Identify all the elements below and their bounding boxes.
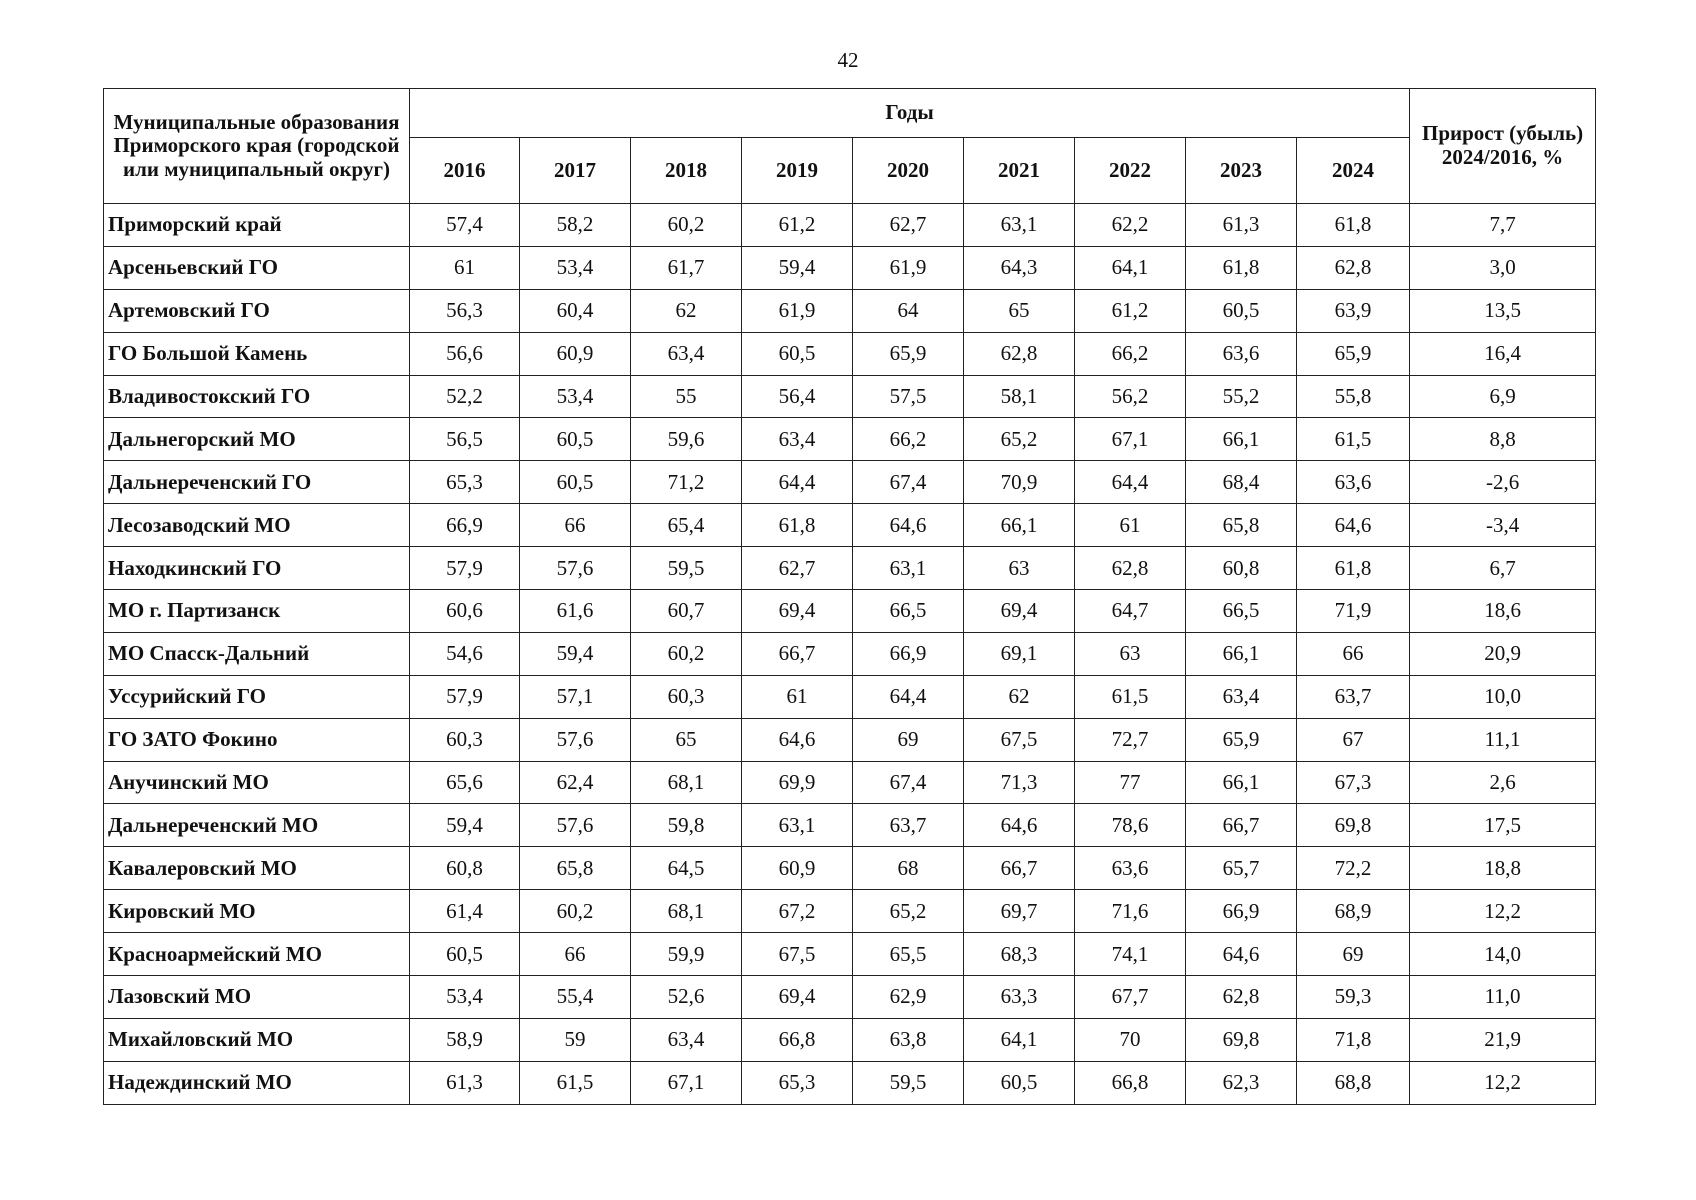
year-value-cell: 63,4 [742, 418, 853, 461]
year-value-cell: 64,4 [1075, 461, 1186, 504]
year-value-cell: 61,5 [520, 1061, 631, 1104]
year-column-header: 2017 [520, 138, 631, 204]
year-value-cell: 69 [853, 718, 964, 761]
growth-value-cell: 18,8 [1410, 847, 1596, 890]
year-value-cell: 68,3 [964, 933, 1075, 976]
year-value-cell: 68,9 [1297, 890, 1410, 933]
year-value-cell: 66,2 [1075, 332, 1186, 375]
growth-value-cell: 12,2 [1410, 890, 1596, 933]
table-row [104, 418, 1596, 461]
region-name-cell: Кавалеровский МО [104, 847, 410, 890]
region-name-cell: Артемовский ГО [104, 289, 410, 332]
year-value-cell: 64,7 [1075, 590, 1186, 633]
year-value-cell: 60,8 [1186, 547, 1297, 590]
year-value-cell: 57,5 [853, 375, 964, 418]
year-value-cell: 65,3 [410, 461, 520, 504]
year-value-cell: 66,1 [964, 504, 1075, 547]
year-value-cell: 77 [1075, 761, 1186, 804]
year-value-cell: 64 [853, 289, 964, 332]
year-value-cell: 63,8 [853, 1018, 964, 1061]
year-value-cell: 69,9 [742, 761, 853, 804]
growth-value-cell: 11,0 [1410, 976, 1596, 1019]
table-row [104, 761, 1596, 804]
years-group-header: Годы [410, 89, 1410, 138]
region-name-cell: Кировский МО [104, 890, 410, 933]
growth-value-cell: 16,4 [1410, 332, 1596, 375]
year-value-cell: 61,2 [1075, 289, 1186, 332]
table-row [104, 547, 1596, 590]
year-value-cell: 57,9 [410, 675, 520, 718]
year-value-cell: 61,5 [1297, 418, 1410, 461]
year-value-cell: 55 [631, 375, 742, 418]
year-value-cell: 66,2 [853, 418, 964, 461]
region-name-cell: Надеждинский МО [104, 1061, 410, 1104]
year-value-cell: 60,2 [631, 204, 742, 247]
year-value-cell: 63,1 [742, 804, 853, 847]
year-value-cell: 67,5 [964, 718, 1075, 761]
year-value-cell: 59 [520, 1018, 631, 1061]
year-value-cell: 69,4 [964, 590, 1075, 633]
year-value-cell: 66,8 [742, 1018, 853, 1061]
region-name-cell: МО Спасск-Дальний [104, 632, 410, 675]
year-value-cell: 72,2 [1297, 847, 1410, 890]
year-value-cell: 63,4 [631, 332, 742, 375]
year-column-header: 2024 [1297, 138, 1410, 204]
year-value-cell: 60,5 [964, 1061, 1075, 1104]
year-value-cell: 67,4 [853, 761, 964, 804]
year-value-cell: 60,7 [631, 590, 742, 633]
year-value-cell: 69,8 [1186, 1018, 1297, 1061]
year-value-cell: 65,7 [1186, 847, 1297, 890]
region-name-cell: Дальнегорский МО [104, 418, 410, 461]
year-value-cell: 60,5 [1186, 289, 1297, 332]
region-name-cell: Лазовский МО [104, 976, 410, 1019]
year-value-cell: 71,3 [964, 761, 1075, 804]
statistics-table [103, 88, 1596, 1105]
growth-value-cell: 2,6 [1410, 761, 1596, 804]
year-value-cell: 55,4 [520, 976, 631, 1019]
year-value-cell: 61 [742, 675, 853, 718]
table-row [104, 890, 1596, 933]
growth-value-cell: -2,6 [1410, 461, 1596, 504]
growth-value-cell: 11,1 [1410, 718, 1596, 761]
table-row [104, 461, 1596, 504]
year-column-header: 2022 [1075, 138, 1186, 204]
year-value-cell: 67,7 [1075, 976, 1186, 1019]
year-value-cell: 68,8 [1297, 1061, 1410, 1104]
region-name-cell: Находкинский ГО [104, 547, 410, 590]
year-value-cell: 57,6 [520, 547, 631, 590]
year-value-cell: 61,7 [631, 246, 742, 289]
year-value-cell: 66,9 [853, 632, 964, 675]
table-row [104, 204, 1596, 247]
year-value-cell: 61,8 [1186, 246, 1297, 289]
year-value-cell: 62,9 [853, 976, 964, 1019]
year-value-cell: 63 [1075, 632, 1186, 675]
year-column-header: 2019 [742, 138, 853, 204]
year-value-cell: 65,5 [853, 933, 964, 976]
year-value-cell: 64,6 [1297, 504, 1410, 547]
growth-value-cell: 18,6 [1410, 590, 1596, 633]
year-value-cell: 66,1 [1186, 632, 1297, 675]
growth-value-cell: 14,0 [1410, 933, 1596, 976]
year-value-cell: 53,4 [520, 246, 631, 289]
year-value-cell: 67,5 [742, 933, 853, 976]
table-row [104, 1061, 1596, 1104]
year-value-cell: 61 [1075, 504, 1186, 547]
year-value-cell: 55,2 [1186, 375, 1297, 418]
growth-value-cell: 10,0 [1410, 675, 1596, 718]
year-value-cell: 71,6 [1075, 890, 1186, 933]
year-value-cell: 67,2 [742, 890, 853, 933]
year-value-cell: 59,5 [631, 547, 742, 590]
year-value-cell: 63,6 [1186, 332, 1297, 375]
table-row [104, 504, 1596, 547]
year-value-cell: 59,6 [631, 418, 742, 461]
year-value-cell: 63,9 [1297, 289, 1410, 332]
year-value-cell: 61,3 [410, 1061, 520, 1104]
year-value-cell: 56,3 [410, 289, 520, 332]
table-row [104, 1018, 1596, 1061]
year-value-cell: 66,5 [853, 590, 964, 633]
year-value-cell: 62,8 [1075, 547, 1186, 590]
year-value-cell: 65,2 [853, 890, 964, 933]
year-value-cell: 66 [520, 504, 631, 547]
year-value-cell: 60,3 [631, 675, 742, 718]
growth-value-cell: 6,9 [1410, 375, 1596, 418]
year-value-cell: 60,3 [410, 718, 520, 761]
region-name-cell: ГО Большой Камень [104, 332, 410, 375]
growth-value-cell: 17,5 [1410, 804, 1596, 847]
year-value-cell: 69 [1297, 933, 1410, 976]
year-value-cell: 66 [1297, 632, 1410, 675]
year-value-cell: 62,7 [853, 204, 964, 247]
year-column-header: 2018 [631, 138, 742, 204]
growth-value-cell: 3,0 [1410, 246, 1596, 289]
table-row [104, 718, 1596, 761]
table-row [104, 632, 1596, 675]
year-value-cell: 61,9 [742, 289, 853, 332]
year-column-header: 2021 [964, 138, 1075, 204]
year-value-cell: 65,3 [742, 1061, 853, 1104]
year-value-cell: 62 [631, 289, 742, 332]
region-name-cell: Приморский край [104, 204, 410, 247]
year-value-cell: 69,1 [964, 632, 1075, 675]
growth-value-cell: 21,9 [1410, 1018, 1596, 1061]
growth-value-cell: -3,4 [1410, 504, 1596, 547]
year-value-cell: 65,4 [631, 504, 742, 547]
year-value-cell: 57,4 [410, 204, 520, 247]
table-header [104, 89, 1596, 204]
year-value-cell: 56,2 [1075, 375, 1186, 418]
year-value-cell: 52,2 [410, 375, 520, 418]
year-value-cell: 59,5 [853, 1061, 964, 1104]
year-value-cell: 63,6 [1297, 461, 1410, 504]
year-value-cell: 59,8 [631, 804, 742, 847]
year-value-cell: 70,9 [964, 461, 1075, 504]
year-value-cell: 72,7 [1075, 718, 1186, 761]
year-value-cell: 66,1 [1186, 761, 1297, 804]
year-value-cell: 62,8 [964, 332, 1075, 375]
year-value-cell: 62,2 [1075, 204, 1186, 247]
year-value-cell: 67,1 [1075, 418, 1186, 461]
year-value-cell: 71,9 [1297, 590, 1410, 633]
year-value-cell: 63,7 [1297, 675, 1410, 718]
year-value-cell: 65,8 [520, 847, 631, 890]
region-name-cell: Дальнереченский ГО [104, 461, 410, 504]
year-column-header: 2020 [853, 138, 964, 204]
year-value-cell: 58,1 [964, 375, 1075, 418]
region-name-cell: Владивостокский ГО [104, 375, 410, 418]
year-value-cell: 61,8 [742, 504, 853, 547]
year-value-cell: 64,4 [853, 675, 964, 718]
year-value-cell: 64,3 [964, 246, 1075, 289]
year-value-cell: 55,8 [1297, 375, 1410, 418]
table-row [104, 675, 1596, 718]
year-value-cell: 56,5 [410, 418, 520, 461]
table-row [104, 976, 1596, 1019]
year-value-cell: 63,3 [964, 976, 1075, 1019]
year-value-cell: 54,6 [410, 632, 520, 675]
year-value-cell: 69,4 [742, 976, 853, 1019]
year-value-cell: 65,2 [964, 418, 1075, 461]
year-value-cell: 68 [853, 847, 964, 890]
year-value-cell: 61,9 [853, 246, 964, 289]
year-value-cell: 60,2 [520, 890, 631, 933]
table-row [104, 933, 1596, 976]
region-name-cell: МО г. Партизанск [104, 590, 410, 633]
year-value-cell: 64,1 [964, 1018, 1075, 1061]
growth-value-cell: 8,8 [1410, 418, 1596, 461]
year-value-cell: 57,9 [410, 547, 520, 590]
year-value-cell: 65,8 [1186, 504, 1297, 547]
year-value-cell: 60,5 [520, 461, 631, 504]
region-name-cell: ГО ЗАТО Фокино [104, 718, 410, 761]
year-value-cell: 58,9 [410, 1018, 520, 1061]
year-value-cell: 67,4 [853, 461, 964, 504]
year-value-cell: 60,2 [631, 632, 742, 675]
year-value-cell: 60,6 [410, 590, 520, 633]
year-value-cell: 59,3 [1297, 976, 1410, 1019]
table-row [104, 289, 1596, 332]
year-value-cell: 69,7 [964, 890, 1075, 933]
year-value-cell: 74,1 [1075, 933, 1186, 976]
region-name-cell: Лесозаводский МО [104, 504, 410, 547]
table-row [104, 590, 1596, 633]
year-value-cell: 65,9 [853, 332, 964, 375]
year-value-cell: 64,5 [631, 847, 742, 890]
year-value-cell: 60,9 [520, 332, 631, 375]
table-row [104, 375, 1596, 418]
year-value-cell: 67,3 [1297, 761, 1410, 804]
year-value-cell: 63,6 [1075, 847, 1186, 890]
page-number: 42 [837, 48, 859, 72]
year-value-cell: 57,1 [520, 675, 631, 718]
year-value-cell: 59,4 [520, 632, 631, 675]
year-value-cell: 63 [964, 547, 1075, 590]
region-name-cell: Арсеньевский ГО [104, 246, 410, 289]
growth-value-cell: 20,9 [1410, 632, 1596, 675]
year-value-cell: 61,2 [742, 204, 853, 247]
year-value-cell: 63,1 [853, 547, 964, 590]
table-row [104, 332, 1596, 375]
year-value-cell: 69,4 [742, 590, 853, 633]
year-value-cell: 61,8 [1297, 547, 1410, 590]
year-value-cell: 68,4 [1186, 461, 1297, 504]
year-value-cell: 56,6 [410, 332, 520, 375]
year-value-cell: 63,4 [631, 1018, 742, 1061]
year-value-cell: 61,5 [1075, 675, 1186, 718]
year-value-cell: 60,5 [410, 933, 520, 976]
year-value-cell: 60,8 [410, 847, 520, 890]
year-value-cell: 56,4 [742, 375, 853, 418]
year-value-cell: 66,5 [1186, 590, 1297, 633]
table-row [104, 246, 1596, 289]
growth-value-cell: 7,7 [1410, 204, 1596, 247]
year-value-cell: 64,6 [964, 804, 1075, 847]
year-value-cell: 62,8 [1186, 976, 1297, 1019]
growth-column-header: Прирост (убыль) 2024/2016, % [1410, 89, 1596, 204]
growth-value-cell: 12,2 [1410, 1061, 1596, 1104]
year-value-cell: 66,9 [1186, 890, 1297, 933]
year-value-cell: 59,4 [410, 804, 520, 847]
region-name-cell: Красноармейский МО [104, 933, 410, 976]
growth-value-cell: 13,5 [1410, 289, 1596, 332]
year-value-cell: 52,6 [631, 976, 742, 1019]
year-column-header: 2016 [410, 138, 520, 204]
table-row [104, 804, 1596, 847]
year-value-cell: 71,2 [631, 461, 742, 504]
year-value-cell: 59,9 [631, 933, 742, 976]
year-value-cell: 57,6 [520, 804, 631, 847]
year-value-cell: 60,5 [520, 418, 631, 461]
region-name-cell: Анучинский МО [104, 761, 410, 804]
year-value-cell: 61,4 [410, 890, 520, 933]
year-value-cell: 63,7 [853, 804, 964, 847]
year-value-cell: 61,8 [1297, 204, 1410, 247]
year-value-cell: 65,9 [1186, 718, 1297, 761]
growth-value-cell: 6,7 [1410, 547, 1596, 590]
year-value-cell: 65,6 [410, 761, 520, 804]
year-value-cell: 64,6 [853, 504, 964, 547]
year-value-cell: 66,7 [1186, 804, 1297, 847]
year-value-cell: 63,4 [1186, 675, 1297, 718]
year-value-cell: 60,4 [520, 289, 631, 332]
year-value-cell: 65,9 [1297, 332, 1410, 375]
table-row [104, 847, 1596, 890]
year-value-cell: 57,6 [520, 718, 631, 761]
year-value-cell: 60,5 [742, 332, 853, 375]
region-name-cell: Дальнереченский МО [104, 804, 410, 847]
year-column-header: 2023 [1186, 138, 1297, 204]
year-value-cell: 68,1 [631, 890, 742, 933]
year-value-cell: 65 [631, 718, 742, 761]
year-value-cell: 61,3 [1186, 204, 1297, 247]
year-value-cell: 65 [964, 289, 1075, 332]
year-value-cell: 64,4 [742, 461, 853, 504]
year-value-cell: 68,1 [631, 761, 742, 804]
year-value-cell: 61,6 [520, 590, 631, 633]
year-value-cell: 59,4 [742, 246, 853, 289]
year-value-cell: 62,3 [1186, 1061, 1297, 1104]
table-body [104, 204, 1596, 1105]
region-name-cell: Михайловский МО [104, 1018, 410, 1061]
year-value-cell: 61 [410, 246, 520, 289]
region-name-cell: Уссурийский ГО [104, 675, 410, 718]
year-value-cell: 62,8 [1297, 246, 1410, 289]
year-value-cell: 53,4 [520, 375, 631, 418]
year-value-cell: 66,7 [742, 632, 853, 675]
year-value-cell: 64,1 [1075, 246, 1186, 289]
year-value-cell: 66,1 [1186, 418, 1297, 461]
year-value-cell: 66,7 [964, 847, 1075, 890]
year-value-cell: 67,1 [631, 1061, 742, 1104]
year-value-cell: 66,9 [410, 504, 520, 547]
year-value-cell: 66 [520, 933, 631, 976]
year-value-cell: 78,6 [1075, 804, 1186, 847]
year-value-cell: 53,4 [410, 976, 520, 1019]
year-value-cell: 64,6 [742, 718, 853, 761]
region-column-header: Муниципальные образования Приморского края (городской или муниципальный округ) [104, 89, 410, 204]
year-value-cell: 64,6 [1186, 933, 1297, 976]
year-value-cell: 62 [964, 675, 1075, 718]
year-value-cell: 62,7 [742, 547, 853, 590]
year-value-cell: 63,1 [964, 204, 1075, 247]
year-value-cell: 58,2 [520, 204, 631, 247]
year-value-cell: 60,9 [742, 847, 853, 890]
year-value-cell: 70 [1075, 1018, 1186, 1061]
year-value-cell: 67 [1297, 718, 1410, 761]
year-value-cell: 66,8 [1075, 1061, 1186, 1104]
year-value-cell: 62,4 [520, 761, 631, 804]
year-value-cell: 69,8 [1297, 804, 1410, 847]
year-value-cell: 71,8 [1297, 1018, 1410, 1061]
